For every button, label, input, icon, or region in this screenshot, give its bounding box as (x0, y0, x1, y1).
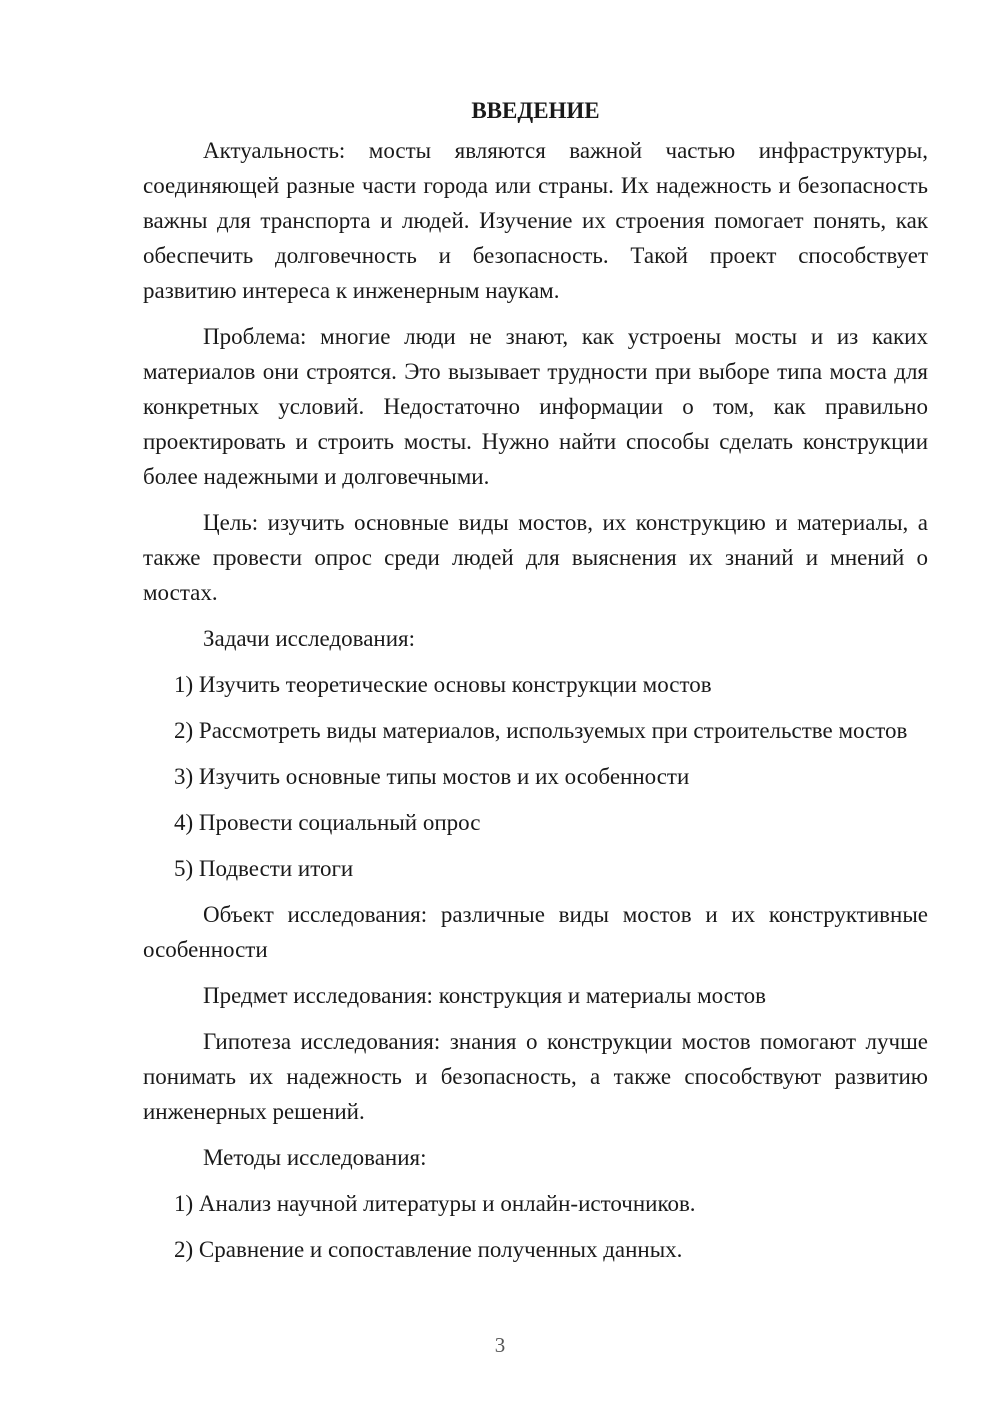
page-number: 3 (494, 1333, 506, 1357)
task-item: 2) Рассмотреть виды материалов, используемых при строительстве мостов (174, 718, 908, 743)
subject-paragraph: Предмет исследования: конструкция и материалы мостов (203, 983, 767, 1008)
problem-paragraph: Проблема: многие люди не знают, как устроены мосты и из каких материалов они строятся. Это вызывает трудности при выборе типа моста для конкретных условий. Недостаточно информации о том, как правильно проектировать и строить мосты. Нужно найти способы сделать конструкции более надежными и долговечными. (143, 324, 928, 489)
relevance-paragraph: Актуальность: мосты являются важной частью инфраструктуры, соединяющей разные части города или страны. Их надежность и безопасность важны для транспорта и людей. Изучение их строения помогает понять, как обеспечить долговечность и безопасность. Такой проект способствует развитию интереса к инженерным наукам. (143, 138, 928, 303)
method-item: 1) Анализ научной литературы и онлайн-источников. (174, 1191, 696, 1216)
goal-paragraph: Цель: изучить основные виды мостов, их конструкцию и материалы, а также провести опрос среди людей для выяснения их знаний и мнений о мостах. (143, 510, 928, 605)
tasks-heading: Задачи исследования: (203, 626, 416, 651)
task-item: 4) Провести социальный опрос (174, 810, 481, 835)
methods-heading: Методы исследования: (203, 1145, 427, 1170)
page-title: ВВЕДЕНИЕ (471, 98, 600, 123)
method-item: 2) Сравнение и сопоставление полученных данных. (174, 1237, 683, 1262)
hypothesis-paragraph: Гипотеза исследования: знания о конструкции мостов помогают лучше понимать их надежность и безопасность, а также способствуют развитию инженерных решений. (143, 1029, 928, 1124)
task-item: 5) Подвести итоги (174, 856, 354, 881)
task-item: 1) Изучить теоретические основы конструкции мостов (174, 672, 712, 697)
object-paragraph: Объект исследования: различные виды мостов и их конструктивные особенности (143, 902, 928, 962)
task-item: 3) Изучить основные типы мостов и их особенности (174, 764, 690, 789)
document-page (143, 93, 928, 1278)
